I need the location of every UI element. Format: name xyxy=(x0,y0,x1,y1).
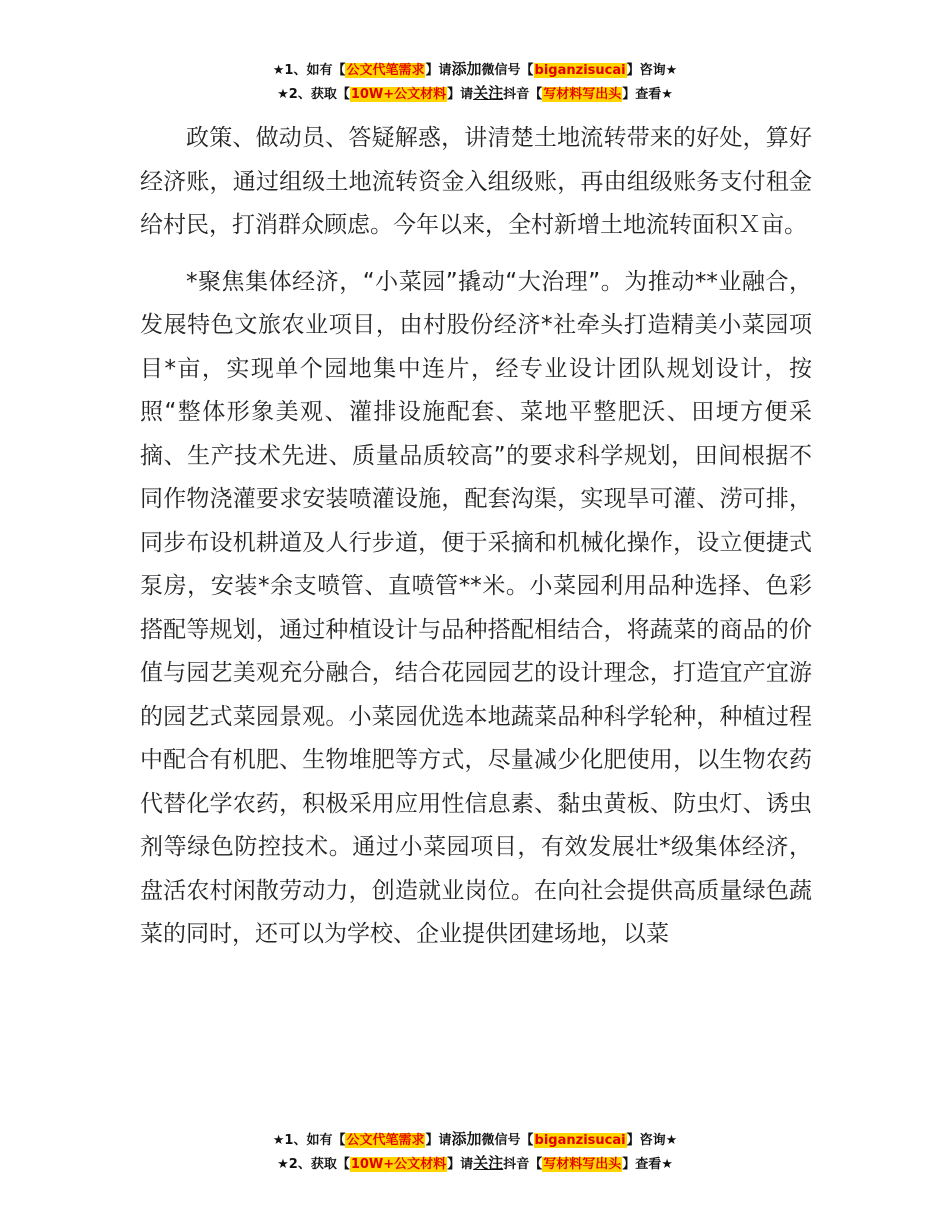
banner-text: 】请 xyxy=(447,87,474,102)
banner-text: ★2、获取【 xyxy=(277,1157,350,1172)
banner-text: 微信号【 xyxy=(481,1133,534,1148)
banner-emphasis: 添加 xyxy=(451,60,482,78)
paragraph-1: 政策、做动员、答疑解惑，讲清楚土地流转带来的好处，算好经济账，通过组级土地流转资金入组级账，再由组级账务支付租金给村民，打消群众顾虑。今年以来，全村新增土地流转面积Ｘ亩。 xyxy=(140,125,812,238)
banner-text: 】请 xyxy=(425,63,452,78)
highlight-wechat-id: biganzisucai xyxy=(534,1133,626,1148)
footer-banner xyxy=(0,1128,950,1176)
paragraph-2: *聚焦集体经济，“小菜园”撬动“大治理”。为推动**业融合，发展特色文旅农业项目，由村股份经济*社牵头打造精美小菜园项目*亩，实现单个园地集中连片，经专业设计团队规划设计，按照“整体形象美观、灌排设施配套、菜地平整肥沃、田埂方便采摘、生产技术先进、质量品质较高”的要求科学规划，田间根据不同作物浇灌要求安装喷灌设施，配套沟渠，实现旱可灌、涝可排，同步布设机耕道及人行步道，便于采摘和机械化操作，设立便捷式泵房，安装*余支喷管、直喷管**米。小菜园利用品种选择、色彩搭配等规划，通过种植设计与品种搭配相结合，将蔬菜的商品的价值与园艺美观充分融合，结合花园园艺的设计理念，打造宜产宜游的园艺式菜园景观。小菜园优选本地蔬菜品种科学轮种，种植过程中配合有机肥、生物堆肥等方式，尽量减少化肥使用，以生物农药代替化学农药，积极采用应用性信息素、黏虫黄板、防虫灯、诱虫剂等绿色防控技术。通过小菜园项目，有效发展壮*级集体经济，盘活农村闲散劳动力，创造就业岗位。在向社会提供高质量绿色蔬菜的同时，还可以为学校、企业提供团建场地，以菜 xyxy=(140,268,812,947)
banner-text: 】咨询★ xyxy=(626,63,678,78)
banner-text: 】查看★ xyxy=(622,1157,673,1172)
highlight-douyin: 写材料写出头 xyxy=(543,87,622,102)
banner-text: ★1、如有【 xyxy=(272,1133,346,1148)
banner-line-2 xyxy=(0,1152,950,1176)
banner-emphasis: 添加 xyxy=(451,1130,482,1148)
banner-text: 微信号【 xyxy=(481,63,534,78)
banner-text: 】请 xyxy=(447,1157,474,1172)
highlight-materials: 10W+公文材料 xyxy=(350,87,447,102)
banner-emphasis: 关注 xyxy=(473,1154,504,1172)
banner-line-1 xyxy=(0,1128,950,1152)
banner-line-2 xyxy=(0,82,950,106)
banner-text: 抖音【 xyxy=(503,87,543,102)
highlight-ghostwriting: 公文代笔需求 xyxy=(346,1133,425,1148)
highlight-ghostwriting: 公文代笔需求 xyxy=(346,63,425,78)
banner-text: 抖音【 xyxy=(503,1157,543,1172)
banner-text: 】请 xyxy=(425,1133,452,1148)
banner-text: ★1、如有【 xyxy=(272,63,346,78)
banner-text: 】咨询★ xyxy=(626,1133,678,1148)
banner-line-1 xyxy=(0,58,950,82)
header-banner xyxy=(0,58,950,106)
banner-text: ★2、获取【 xyxy=(277,87,350,102)
document-body xyxy=(140,117,812,957)
banner-text: 】查看★ xyxy=(622,87,673,102)
banner-emphasis: 关注 xyxy=(473,84,504,102)
highlight-douyin: 写材料写出头 xyxy=(543,1157,622,1172)
highlight-wechat-id: biganzisucai xyxy=(534,63,626,78)
highlight-materials: 10W+公文材料 xyxy=(350,1157,447,1172)
